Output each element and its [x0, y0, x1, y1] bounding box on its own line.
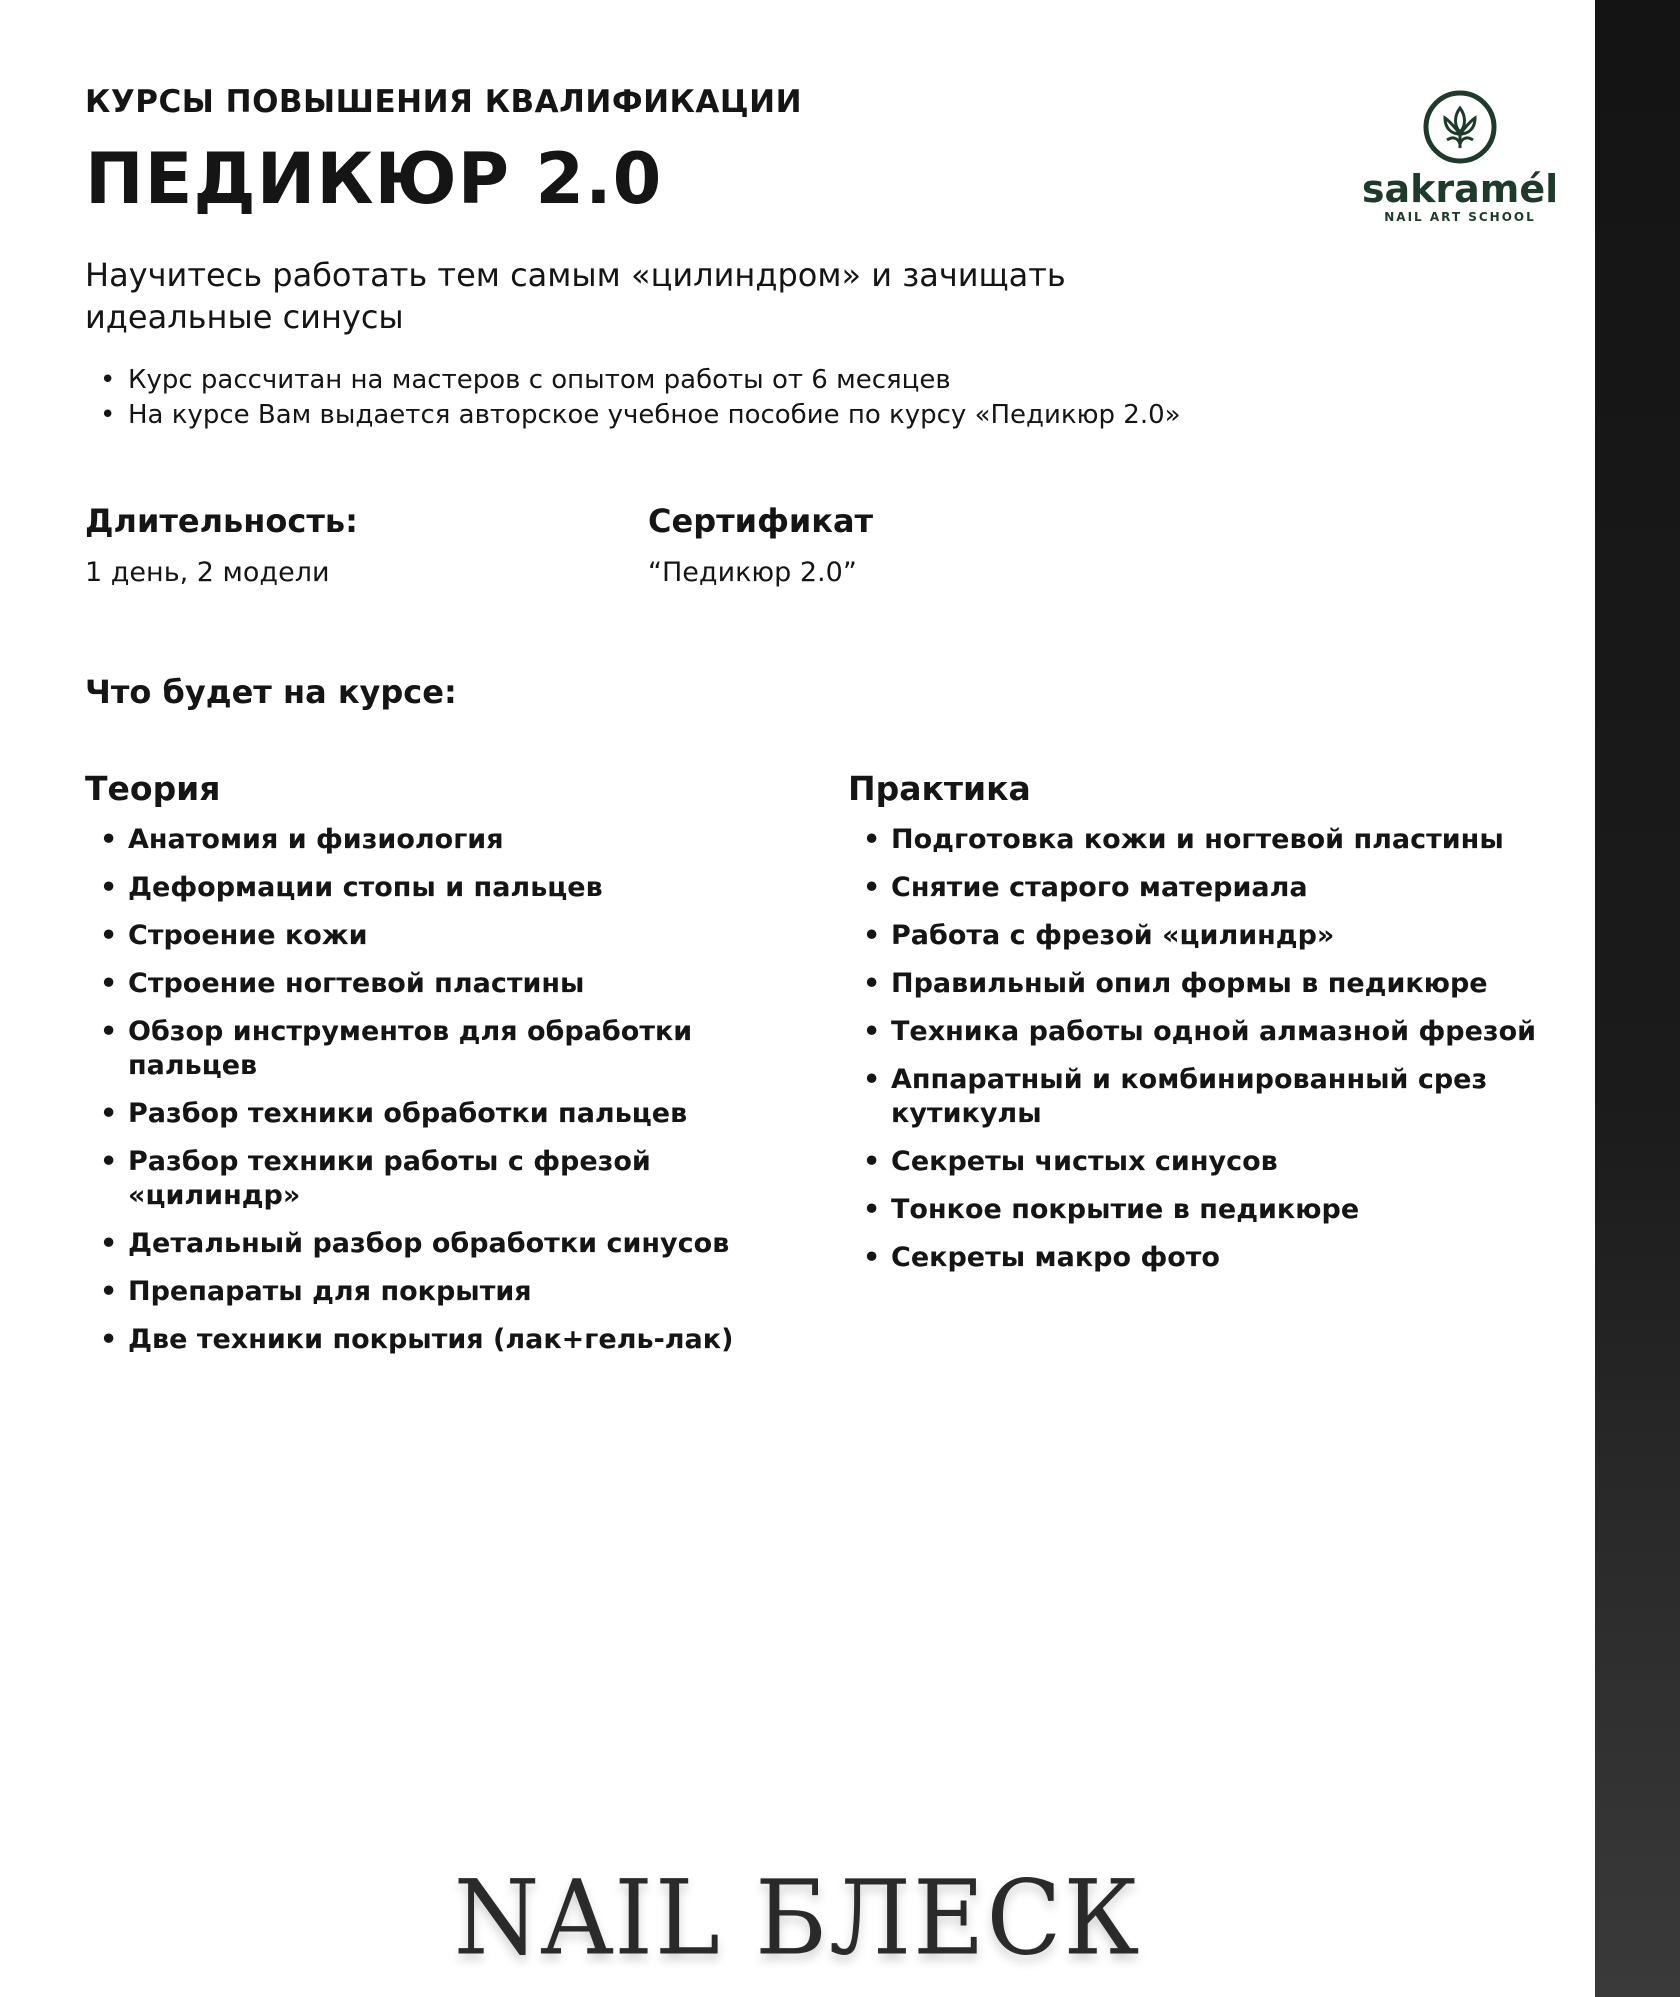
page-subtitle: Научитесь работать тем самым «цилиндром» и зачищать идеальные синусы — [85, 256, 1066, 336]
theory-item: • Разбор техники обработки пальцев — [85, 1097, 785, 1131]
program-heading: Что будет на курсе: — [85, 673, 457, 711]
duration-value: 1 день, 2 модели — [85, 557, 330, 588]
practice-item: • Подготовка кожи и ногтевой пластины — [848, 823, 1548, 857]
theory-item: • Деформации стопы и пальцев — [85, 871, 785, 905]
practice-list — [848, 823, 1548, 1289]
certificate-label: Сертификат — [648, 502, 874, 540]
page-title: ПЕДИКЮР 2.0 — [85, 138, 663, 220]
theory-item: • Строение кожи — [85, 919, 785, 953]
practice-item: • Секреты макро фото — [848, 1241, 1548, 1275]
practice-item: • Аппаратный и комбинированный срез кутикулы — [848, 1063, 1548, 1131]
nail-blesk-watermark: NAIL БЛЕСК — [453, 1859, 1142, 1979]
logo-tagline: NAIL ART SCHOOL — [1384, 210, 1536, 224]
theory-item: • Две техники покрытия (лак+гель-лак) — [85, 1323, 785, 1357]
theory-list — [85, 823, 785, 1371]
page-overline: КУРСЫ ПОВЫШЕНИЯ КВАЛИФИКАЦИИ — [85, 84, 803, 120]
theory-item: • Строение ногтевой пластины — [85, 967, 785, 1001]
course-notes — [85, 363, 1485, 433]
theory-item: • Обзор инструментов для обработки пальцев — [85, 1015, 785, 1083]
lotus-logo-icon — [1421, 88, 1499, 166]
practice-heading: Практика — [848, 769, 1031, 808]
theory-item: • Детальный разбор обработки синусов — [85, 1227, 785, 1261]
practice-item: • Тонкое покрытие в педикюре — [848, 1193, 1548, 1227]
practice-item: • Снятие старого материала — [848, 871, 1548, 905]
theory-item: • Препараты для покрытия — [85, 1275, 785, 1309]
duration-label: Длительность: — [85, 502, 358, 540]
practice-item: • Техника работы одной алмазной фрезой — [848, 1015, 1548, 1049]
logo-brand-name: sakramél — [1361, 167, 1559, 211]
theory-item: • Разбор техники работы с фрезой «цилиндр» — [85, 1145, 785, 1213]
practice-item: • Правильный опил формы в педикюре — [848, 967, 1548, 1001]
note-item: • Курс рассчитан на мастеров с опытом работы от 6 месяцев — [85, 363, 1485, 398]
practice-item: • Работа с фрезой «цилиндр» — [848, 919, 1548, 953]
right-dark-panel — [1595, 0, 1680, 1997]
school-logo — [1355, 88, 1565, 224]
certificate-value: “Педикюр 2.0” — [648, 557, 857, 588]
practice-item: • Секреты чистых синусов — [848, 1145, 1548, 1179]
theory-heading: Теория — [85, 769, 221, 808]
theory-item: • Анатомия и физиология — [85, 823, 785, 857]
note-item: • На курсе Вам выдается авторское учебное пособие по курсу «Педикюр 2.0» — [85, 398, 1485, 433]
